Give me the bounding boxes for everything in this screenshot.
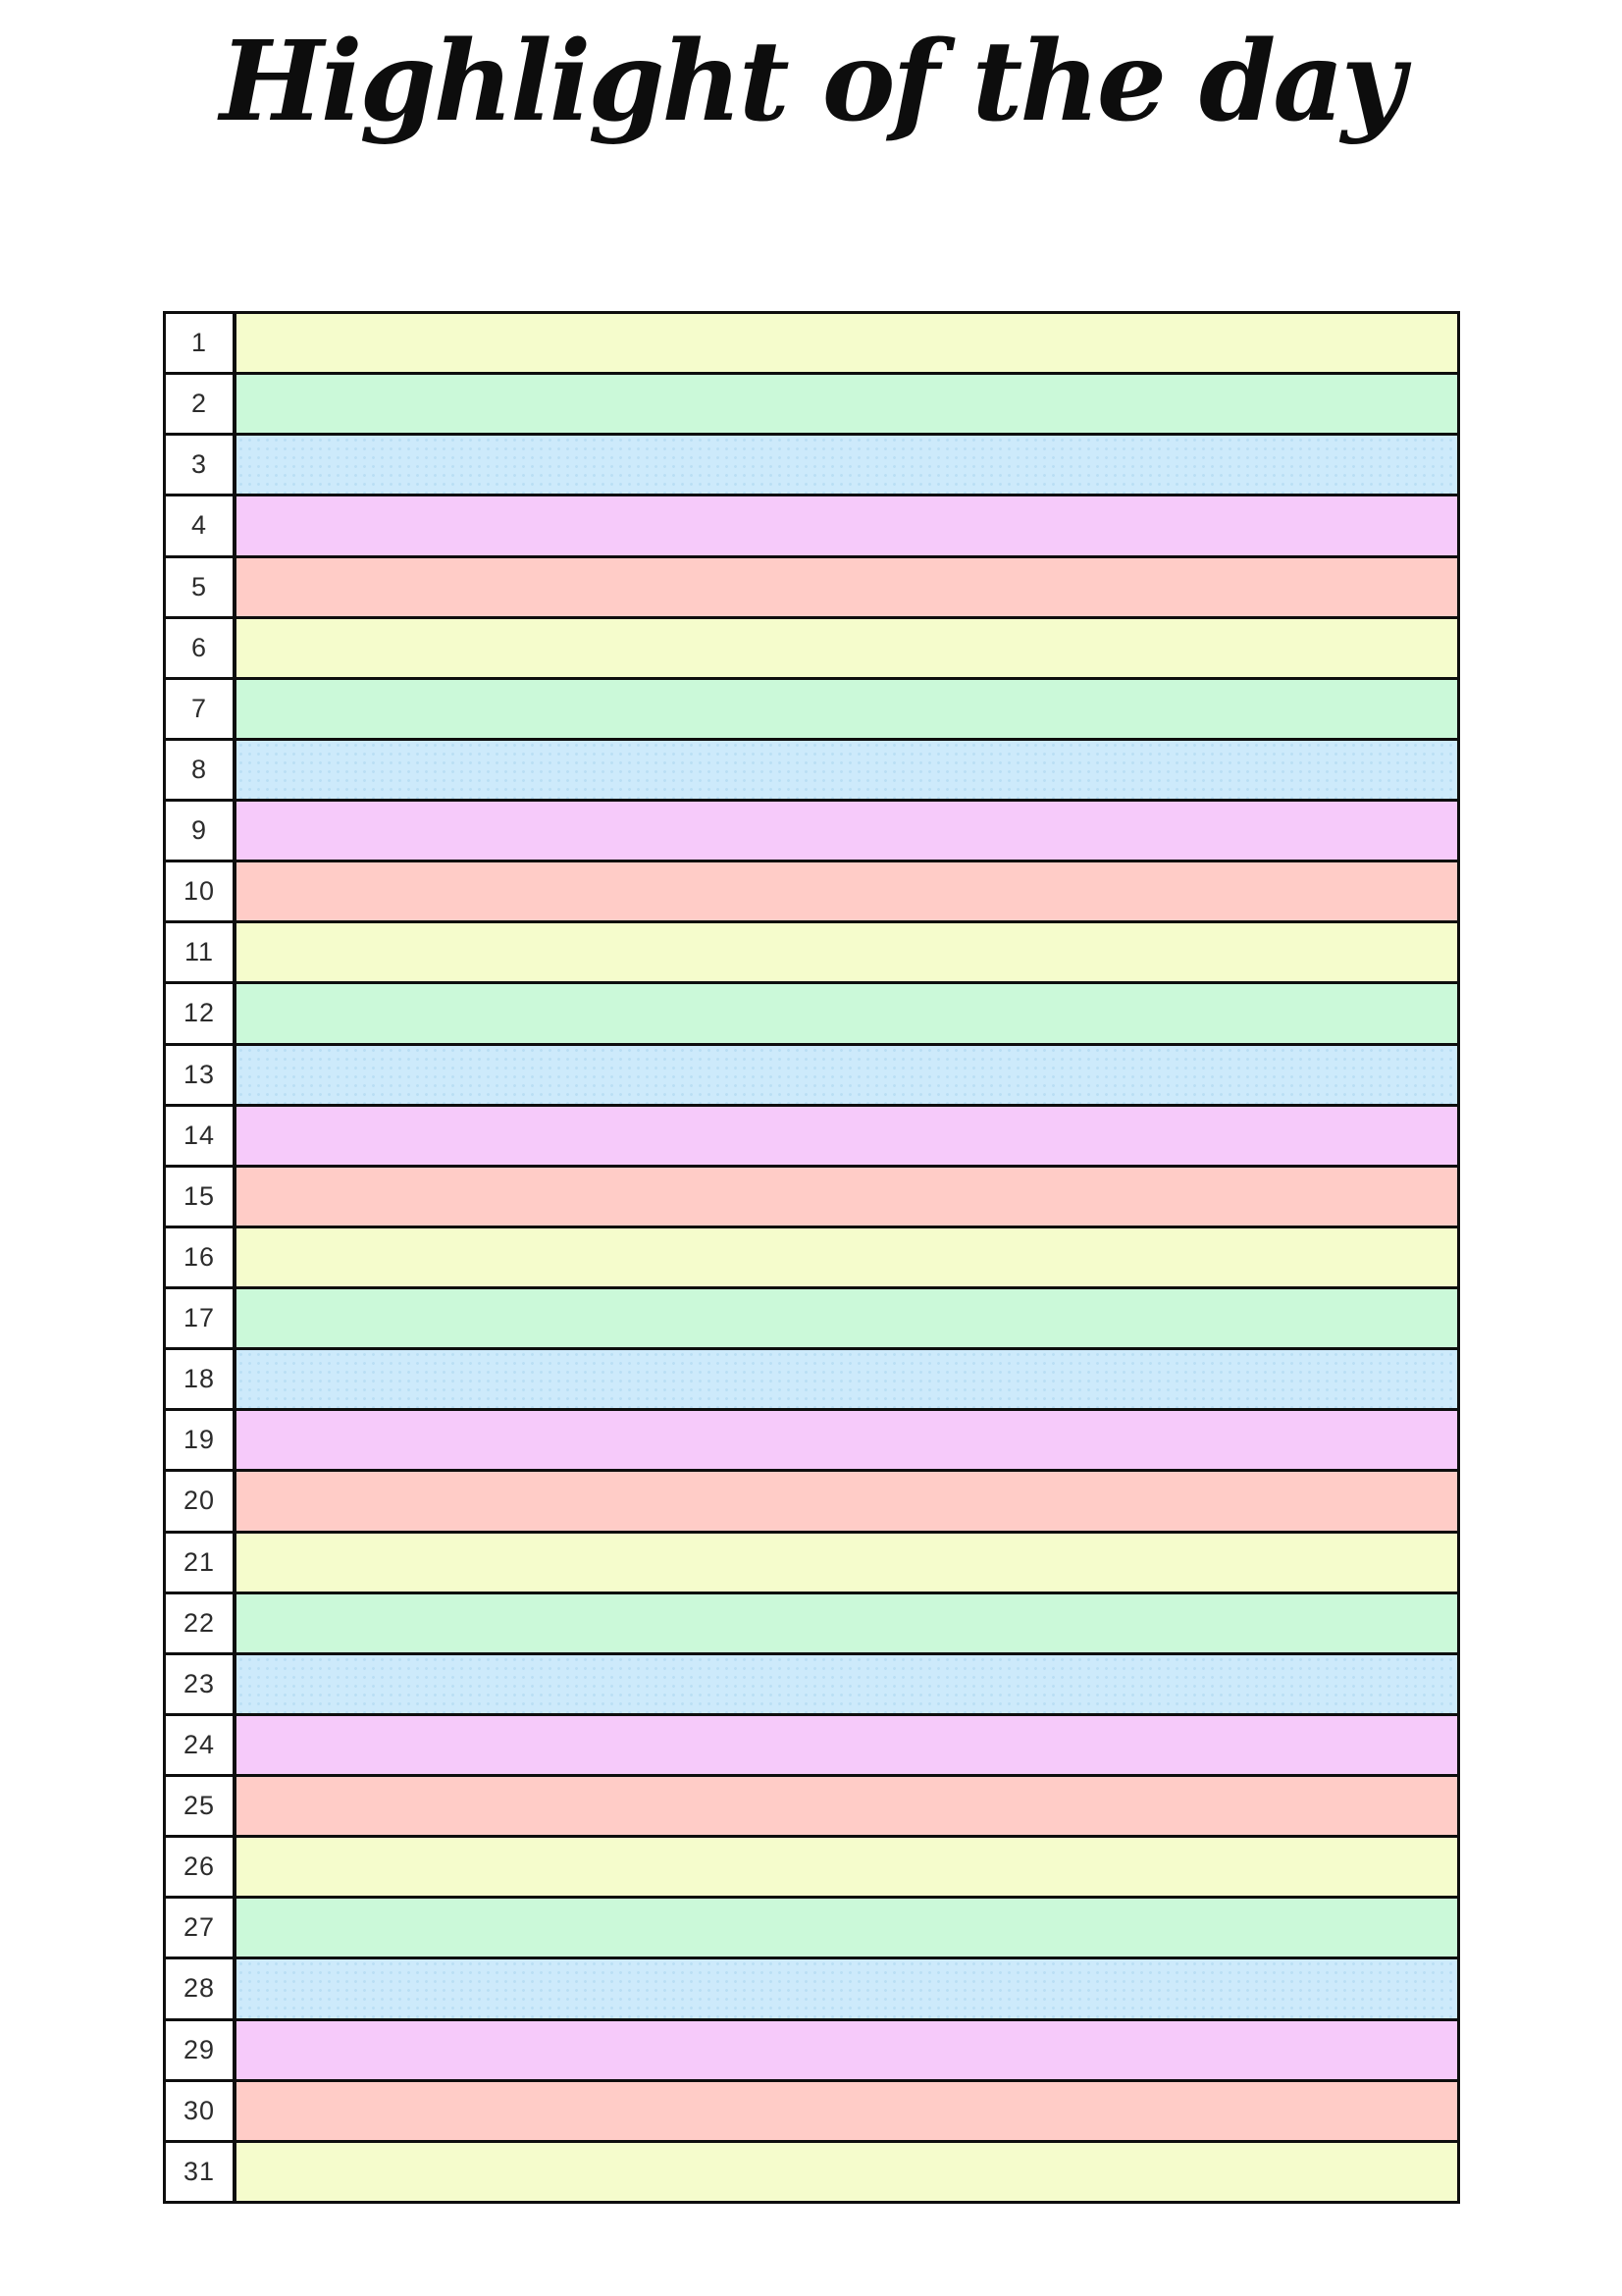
day-number-label: 15 xyxy=(183,1180,216,1211)
day-row xyxy=(166,436,1457,496)
day-row xyxy=(166,2082,1457,2143)
day-number-cell xyxy=(166,1777,236,1835)
day-number-cell xyxy=(166,496,236,554)
day-row xyxy=(166,314,1457,375)
day-number-label: 22 xyxy=(183,1607,216,1638)
day-number-label: 7 xyxy=(190,693,208,723)
day-number-cell xyxy=(166,862,236,920)
day-number-label: 11 xyxy=(183,937,215,967)
day-number-label: 20 xyxy=(183,1486,216,1516)
day-row xyxy=(166,923,1457,984)
day-number-cell xyxy=(166,1107,236,1165)
day-number-label: 18 xyxy=(183,1364,216,1394)
day-number-label: 21 xyxy=(183,1546,216,1577)
day-number-cell xyxy=(166,1228,236,1286)
day-number-label: 19 xyxy=(183,1425,216,1455)
day-number-label: 4 xyxy=(190,510,208,541)
day-row xyxy=(166,1411,1457,1472)
day-row xyxy=(166,1534,1457,1594)
day-number-cell xyxy=(166,375,236,433)
day-row xyxy=(166,375,1457,436)
highlight-entry-line[interactable] xyxy=(236,984,1457,1042)
highlight-entry-line[interactable] xyxy=(236,680,1457,738)
day-number-label: 2 xyxy=(190,389,208,419)
highlight-entry-line[interactable] xyxy=(236,1959,1457,2017)
day-row xyxy=(166,2021,1457,2082)
highlight-entry-line[interactable] xyxy=(236,1289,1457,1347)
day-number-cell xyxy=(166,436,236,494)
day-number-cell xyxy=(166,1289,236,1347)
day-number-label: 10 xyxy=(183,876,216,907)
highlight-entry-line[interactable] xyxy=(236,496,1457,554)
day-row xyxy=(166,1716,1457,1777)
day-number-cell xyxy=(166,2143,236,2201)
highlight-entry-line[interactable] xyxy=(236,1228,1457,1286)
highlight-entry-line[interactable] xyxy=(236,2021,1457,2079)
day-number-label: 3 xyxy=(190,449,208,480)
day-number-cell xyxy=(166,314,236,372)
day-row xyxy=(166,1289,1457,1350)
day-row xyxy=(166,1655,1457,1716)
day-number-label: 5 xyxy=(190,571,208,601)
day-number-cell xyxy=(166,741,236,799)
day-number-cell xyxy=(166,1594,236,1652)
day-row xyxy=(166,1472,1457,1533)
highlight-entry-line[interactable] xyxy=(236,1411,1457,1469)
day-number-cell xyxy=(166,680,236,738)
day-number-label: 27 xyxy=(183,1912,216,1943)
day-number-cell xyxy=(166,1655,236,1713)
highlight-entry-line[interactable] xyxy=(236,558,1457,616)
day-number-cell xyxy=(166,1534,236,1592)
day-number-cell xyxy=(166,619,236,677)
day-number-label: 14 xyxy=(183,1120,216,1150)
highlight-entry-line[interactable] xyxy=(236,1777,1457,1835)
day-number-label: 13 xyxy=(183,1059,216,1089)
day-number-label: 23 xyxy=(183,1668,216,1698)
day-row xyxy=(166,1838,1457,1899)
day-number-label: 24 xyxy=(183,1729,216,1759)
highlight-entry-line[interactable] xyxy=(236,741,1457,799)
day-number-label: 28 xyxy=(183,1973,216,2004)
highlight-entry-line[interactable] xyxy=(236,802,1457,860)
day-row xyxy=(166,558,1457,619)
day-number-label: 16 xyxy=(183,1241,216,1272)
day-number-label: 26 xyxy=(183,1852,216,1882)
highlight-entry-line[interactable] xyxy=(236,1594,1457,1652)
day-row xyxy=(166,741,1457,802)
day-number-label: 6 xyxy=(190,632,208,662)
highlight-entry-line[interactable] xyxy=(236,314,1457,372)
page-title: Highlight of the day xyxy=(220,18,1402,146)
day-row xyxy=(166,862,1457,923)
day-number-cell xyxy=(166,1716,236,1774)
highlight-entry-line[interactable] xyxy=(236,1046,1457,1104)
day-number-cell xyxy=(166,1411,236,1469)
day-row xyxy=(166,680,1457,741)
day-number-cell xyxy=(166,1472,236,1530)
day-row xyxy=(166,1168,1457,1228)
day-row xyxy=(166,1777,1457,1838)
highlight-entry-line[interactable] xyxy=(236,1716,1457,1774)
day-number-cell xyxy=(166,1959,236,2017)
day-number-label: 29 xyxy=(183,2034,216,2064)
day-row xyxy=(166,619,1457,680)
day-row xyxy=(166,1959,1457,2020)
day-number-label: 31 xyxy=(183,2156,216,2186)
day-row xyxy=(166,2143,1457,2201)
highlight-entry-line[interactable] xyxy=(236,2143,1457,2201)
day-number-label: 17 xyxy=(183,1303,216,1333)
highlight-entry-line[interactable] xyxy=(236,1472,1457,1530)
day-number-label: 12 xyxy=(183,998,216,1028)
highlight-entry-line[interactable] xyxy=(236,1350,1457,1408)
day-number-cell xyxy=(166,1899,236,1957)
day-number-cell xyxy=(166,2021,236,2079)
highlight-entry-line[interactable] xyxy=(236,1107,1457,1165)
day-number-cell xyxy=(166,1046,236,1104)
highlight-entry-line[interactable] xyxy=(236,1838,1457,1896)
highlight-entry-line[interactable] xyxy=(236,1168,1457,1226)
day-number-cell xyxy=(166,802,236,860)
day-number-cell xyxy=(166,2082,236,2140)
highlight-entry-line[interactable] xyxy=(236,1534,1457,1592)
day-number-cell xyxy=(166,984,236,1042)
day-number-label: 8 xyxy=(190,754,208,784)
highlight-entry-line[interactable] xyxy=(236,375,1457,433)
day-number-label: 25 xyxy=(183,1791,216,1821)
day-number-cell xyxy=(166,923,236,981)
highlight-entry-line[interactable] xyxy=(236,619,1457,677)
day-number-cell xyxy=(166,1168,236,1226)
day-table xyxy=(163,311,1460,2204)
day-row xyxy=(166,496,1457,557)
day-row xyxy=(166,984,1457,1045)
day-number-cell xyxy=(166,558,236,616)
highlight-entry-line[interactable] xyxy=(236,436,1457,494)
highlight-entry-line[interactable] xyxy=(236,2082,1457,2140)
day-number-label: 30 xyxy=(183,2095,216,2125)
highlight-entry-line[interactable] xyxy=(236,1655,1457,1713)
day-row xyxy=(166,1899,1457,1959)
day-number-label: 1 xyxy=(190,328,208,358)
day-row xyxy=(166,802,1457,862)
day-row xyxy=(166,1228,1457,1289)
day-number-cell xyxy=(166,1350,236,1408)
day-row xyxy=(166,1046,1457,1107)
highlight-entry-line[interactable] xyxy=(236,923,1457,981)
highlight-entry-line[interactable] xyxy=(236,862,1457,920)
day-row xyxy=(166,1594,1457,1655)
day-number-cell xyxy=(166,1838,236,1896)
day-row xyxy=(166,1350,1457,1411)
day-number-label: 9 xyxy=(190,815,208,846)
day-row xyxy=(166,1107,1457,1168)
highlight-entry-line[interactable] xyxy=(236,1899,1457,1957)
